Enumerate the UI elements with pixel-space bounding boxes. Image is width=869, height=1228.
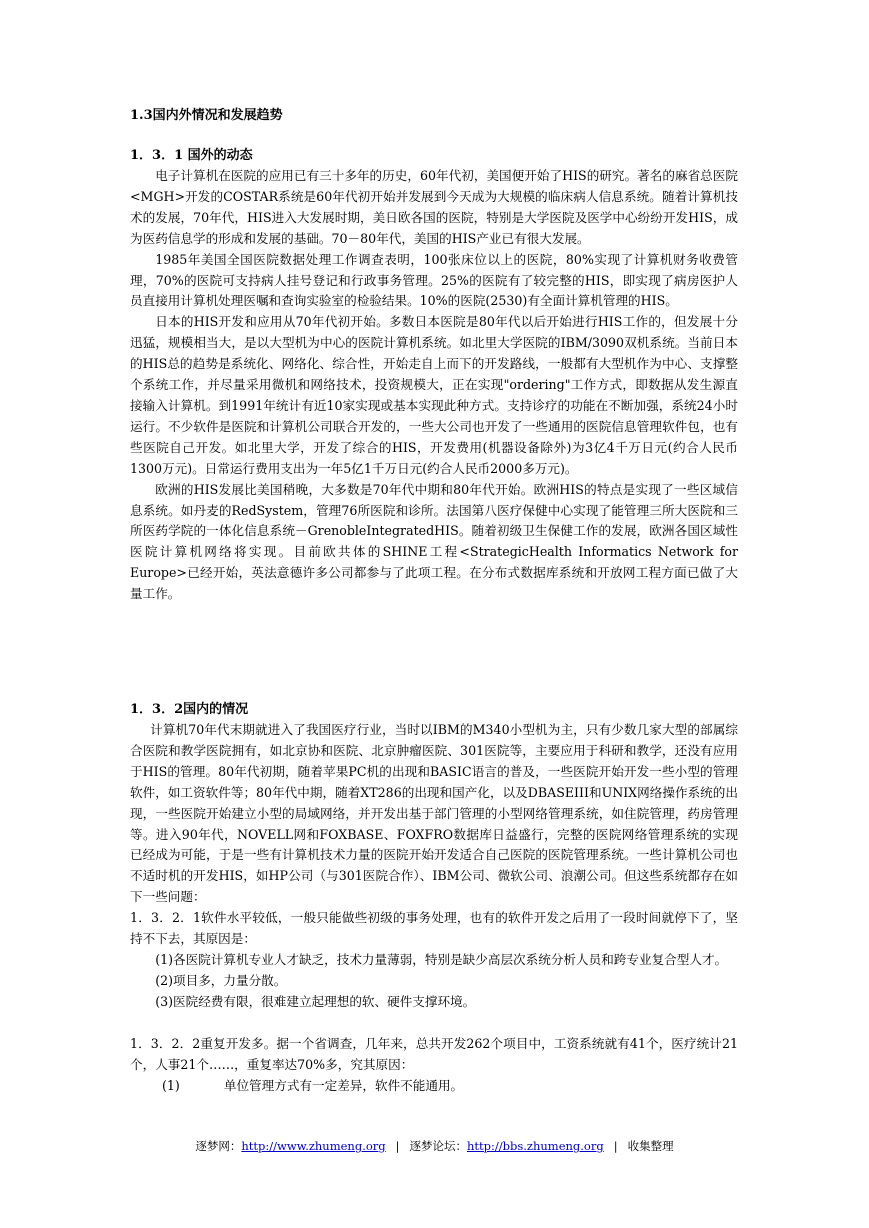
list-item: (2)项目多，力量分散。 bbox=[155, 972, 287, 988]
duplicate-dev-body bbox=[130, 1034, 738, 1097]
list-item: (3)医院经费有限，很难建立起理想的软、硬件支撑环境。 bbox=[155, 993, 476, 1009]
heading-domestic: 1．3．2国内的情况 bbox=[130, 702, 249, 717]
footer-separator: | bbox=[395, 1139, 400, 1153]
paragraph: 电子计算机在医院的应用已有三十多年的历史，60年代初，美国便开始了HIS的研究。著名的麻省总医院<MGH>开发的COSTAR系统是60年代初开始并发展到今天成为大规模的临床病人信息系统。随着计算机技术的发展，70年代，HIS进入大发展时期，美日欧各国的医院，特别是大学医院及医学中心纷纷开发HIS，成为医药信息学的形成和发展的基础。70－80年代，美国的HIS产业已有很大发展。 bbox=[130, 168, 738, 246]
footer-link-forum[interactable]: http://bbs.zhumeng.org bbox=[467, 1139, 604, 1153]
page-footer bbox=[0, 1136, 869, 1156]
list-item-text: 单位管理方式有一定差异，软件不能通用。 bbox=[223, 1077, 464, 1093]
list-item bbox=[130, 1076, 738, 1097]
paragraph: 1．3．2．1软件水平较低，一般只能做些初级的事务处理，也有的软件开发之后用了一段时间就停下了，坚持不下去，其原因是： bbox=[130, 910, 738, 947]
footer-link-site[interactable]: http://www.zhumeng.org bbox=[241, 1139, 386, 1153]
section-title: 1.3国内外情况和发展趋势 bbox=[130, 108, 283, 123]
footer-label-collected: 收集整理 bbox=[627, 1139, 674, 1153]
list-item-number: (1) bbox=[162, 1077, 180, 1093]
footer-label-site: 逐梦网： bbox=[195, 1139, 242, 1153]
heading-foreign: 1．3．1 国外的动态 bbox=[130, 148, 253, 163]
domestic-section-body bbox=[130, 720, 738, 1013]
paragraph: 计算机70年代末期就进入了我国医疗行业，当时以IBM的M340小型机为主，只有少数几家大型的部属综合医院和教学医院拥有，如北京协和医院、北京肿瘤医院、301医院等，主要应用于科研和教学，还没有应用于HIS的管理。80年代初期，随着苹果PC机的出现和BASIC语言的普及，一些医院开始开发一些小型的管理软件，如工资软件等；80年代中期，随着XT286的出现和国产化，以及DBASEIII和UNIX网络操作系统的出现，一些医院开始建立小型的局域网络，并开发出基于部门管理的小型网络管理系统，如住院管理，药房管理等。进入90年代，NOVELL网和FOXBASE、FOXFRO数据库日益盛行，完整的医院网络管理系统的实现已经成为可能，于是一些有计算机技术力量的医院开始开发适合自己医院的医院管理系统。一些计算机公司也不适时机的开发HIS，如HP公司（与301医院合作）、IBM公司、微软公司、浪潮公司。但这些系统都存在如下一些问题： bbox=[130, 722, 738, 905]
paragraph: 1．3．2．2重复开发多。据一个省调查，几年来，总共开发262个项目中，工资系统就有41个，医疗统计21个，人事21个……，重复率达70%多，究其原因： bbox=[130, 1036, 738, 1072]
paragraph: 1985年美国全国医院数据处理工作调查表明，100张床位以上的医院，80%实现了计算机财务收费管理，70%的医院可支持病人挂号登记和行政事务管理。25%的医院有了较完整的HIS，即实现了病房医护人员直接用计算机处理医嘱和查询实验室的检验结果。10%的医院(2530)有全面计算机管理的HIS。 bbox=[130, 251, 738, 309]
list-item: (1)各医院计算机专业人才缺乏，技术力量薄弱，特别是缺少高层次系统分析人员和跨专业复合型人才。 bbox=[155, 951, 728, 967]
footer-separator: | bbox=[613, 1139, 618, 1153]
foreign-section-body bbox=[130, 166, 738, 605]
paragraph: 日本的HIS开发和应用从70年代初开始。多数日本医院是80年代以后开始进行HIS工作的，但发展十分迅猛，规模相当大，是以大型机为中心的医院计算机系统。如北里大学医院的IBM/3090双机系统。当前日本的HIS总的趋势是系统化、网络化、综合性，开始走自上而下的开发路线，一般都有大型机作为中心、支撑整个系统工作，并尽量采用微机和网络技术，投资规模大，正在实现"ordering"工作方式，即数据从发生源直接输入计算机。到1991年统计有近10家实现或基本实现此种方式。支持诊疗的功能在不断加强，系统24小时运行。不少软件是医院和计算机公司联合开发的，一些大公司也开发了一些通用的医院信息管理软件包，也有些医院自己开发。如北里大学，开发了综合的HIS，开发费用(机器设备除外)为3亿4千万日元(约合人民币1300万元)。日常运行费用支出为一年5亿1千万日元(约合人民币2000多万元)。 bbox=[130, 314, 738, 476]
footer-label-forum: 逐梦论坛： bbox=[409, 1139, 468, 1153]
paragraph: 欧洲的HIS发展比美国稍晚，大多数是70年代中期和80年代开始。欧洲HIS的特点是实现了一些区域信息系统。如丹麦的RedSystem，管理76所医院和诊所。法国第八医疗保健中心实现了能管理三所大医院和三所医药学院的一体化信息系统－GrenobleIntegratedHIS。随着初级卫生保健工作的发展，欧洲各国区域性医院计算机网络将实现。目前欧共体的SHINE工程<StrategicHealth Informatics Network for Europe>已经开始，英法意德许多公司都参与了此项工程。在分布式数据库系统和开放网工程方面已做了大量工作。 bbox=[130, 481, 738, 602]
